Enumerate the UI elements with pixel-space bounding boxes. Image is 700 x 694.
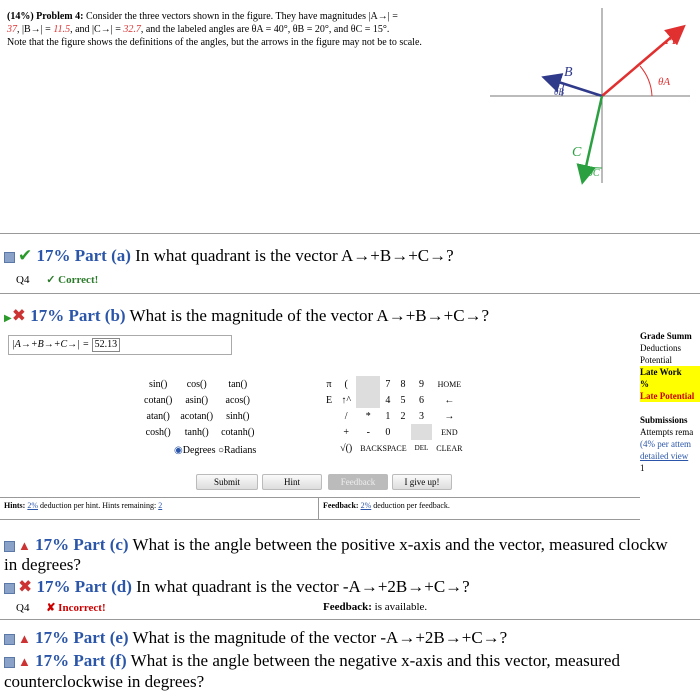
part-d-feedback-label: Feedback:: [323, 601, 372, 613]
problem-text-3: Note that the figure shows the definitions of the angles, but the arrows in the figure may not be to scale.: [7, 37, 422, 48]
part-f-toggle-icon[interactable]: [4, 657, 15, 668]
key-blank-3: [322, 408, 336, 424]
key-5[interactable]: 5: [400, 394, 406, 406]
cross-icon: ✖: [18, 577, 33, 596]
label-theta-b: θB: [554, 87, 564, 97]
key-acos[interactable]: acos(): [225, 394, 250, 406]
cross-icon: ✖: [11, 306, 26, 325]
key-8[interactable]: 8: [400, 378, 406, 390]
part-f-question-2: counterclockwise in degrees?: [4, 672, 205, 691]
part-a-prev-answer: Q4: [16, 274, 30, 286]
play-icon: ▶: [4, 313, 12, 324]
part-c-question: What is the angle between the positive x-axis and the vector, measured clockw: [132, 535, 668, 554]
angle-mode: [174, 445, 256, 456]
key-2[interactable]: 2: [400, 410, 406, 422]
key-asin[interactable]: asin(): [185, 394, 209, 406]
key-home[interactable]: HOME: [437, 379, 462, 389]
key-blank-1: [356, 376, 380, 392]
part-e-toggle-icon[interactable]: [4, 634, 15, 645]
hints-pct: 2%: [27, 501, 39, 510]
grade-summary: [640, 330, 700, 474]
part-d-status: ✘ Incorrect!: [46, 602, 106, 614]
late-pct: %: [640, 379, 649, 389]
key-cos[interactable]: cos(): [186, 378, 207, 390]
part-d-label: Part (d): [74, 577, 132, 596]
part-a-pct: 17%: [36, 246, 71, 265]
hints-info: [4, 501, 162, 510]
warning-icon: ▲: [18, 654, 31, 669]
feedback-info: [323, 501, 450, 510]
part-c-label: Part (c): [73, 535, 129, 554]
feedback-label: Feedback:: [323, 501, 359, 510]
part-f-question: What is the angle between the negative x-axis and this vector, measured: [130, 651, 620, 670]
key-9[interactable]: 9: [418, 378, 424, 390]
key-del[interactable]: DEL: [414, 444, 429, 452]
label-c: C: [572, 145, 582, 160]
text-2d: , and |C→| =: [70, 24, 124, 35]
key-sin[interactable]: sin(): [148, 378, 168, 390]
radians-label: Radians: [224, 445, 257, 456]
problem-statement: [7, 10, 452, 49]
key-tan[interactable]: tan(): [228, 378, 248, 390]
feedback-text: deduction per feedback.: [373, 501, 450, 510]
warning-icon: ▲: [18, 538, 31, 553]
part-a-answer: [16, 273, 98, 286]
part-d-pct: 17%: [36, 577, 71, 596]
key-4[interactable]: 4: [385, 394, 391, 406]
problem-header: (14%) Problem 4:: [7, 11, 84, 22]
part-b-label: Part (b): [68, 306, 126, 325]
answer-input-label: |A→+B→+C→| =: [12, 339, 90, 350]
potential: Potential: [640, 355, 672, 365]
part-d-header[interactable]: [4, 577, 470, 597]
part-a-header[interactable]: [4, 246, 454, 266]
hint-button[interactable]: Hint: [262, 474, 322, 490]
detailed-view-link[interactable]: detailed view: [640, 451, 689, 461]
text-2f: , and the labeled angles are θA = 40°, θB = 20°, and θC = 15°.: [140, 24, 390, 35]
label-a: A: [666, 31, 676, 48]
key-blank-7: [322, 440, 336, 456]
part-d-feedback: [323, 601, 427, 613]
key-0[interactable]: 0: [385, 426, 391, 438]
key-end[interactable]: END: [441, 427, 458, 437]
key-power[interactable]: ↑^: [341, 394, 352, 406]
part-a-status: ✓ Correct!: [46, 274, 99, 286]
key-cotan[interactable]: cotan(): [144, 394, 173, 406]
late-work-box: [640, 366, 700, 402]
part-e-header[interactable]: [4, 628, 507, 648]
part-f-pct: 17%: [35, 651, 70, 670]
key-sqrt[interactable]: √(): [340, 442, 353, 454]
late-potential: Late Potential: [640, 391, 695, 401]
label-b: B: [564, 65, 573, 80]
hints-remaining: 2: [158, 501, 163, 510]
magnitude-a: 37: [7, 24, 17, 35]
key-6[interactable]: 6: [418, 394, 424, 406]
key-cosh[interactable]: cosh(): [145, 426, 171, 438]
key-blank-4: [322, 424, 336, 440]
hints-label: Hints:: [4, 501, 26, 510]
function-keypad: [140, 376, 258, 440]
answer-input[interactable]: 52.13: [92, 338, 121, 352]
part-e-pct: 17%: [35, 628, 70, 647]
degrees-label: Degrees: [182, 445, 216, 456]
magnitude-b: 11.5: [53, 24, 71, 35]
key-7[interactable]: 7: [385, 378, 391, 390]
part-b-header[interactable]: [4, 306, 489, 326]
key-divide[interactable]: /: [344, 410, 348, 422]
submit-button[interactable]: Submit: [196, 474, 258, 490]
part-a-label: Part (a): [74, 246, 131, 265]
key-left[interactable]: ←: [444, 394, 455, 406]
part-d-feedback-text: is available.: [374, 601, 428, 613]
deductions: Deductions: [640, 343, 681, 353]
feedback-pct: 2%: [360, 501, 372, 510]
key-atan[interactable]: atan(): [146, 410, 170, 422]
submission-count: 1: [640, 463, 645, 473]
label-theta-c: θC: [588, 168, 600, 179]
vector-figure: [480, 8, 700, 190]
warning-icon: ▲: [18, 631, 31, 646]
hints-text: deduction per hint. Hints remaining:: [40, 501, 157, 510]
text-2b: , |B→| =: [17, 24, 54, 35]
part-f-header[interactable]: [4, 651, 620, 671]
answer-input-box: [8, 335, 232, 355]
key-paren[interactable]: (: [344, 378, 348, 390]
part-b-question: What is the magnitude of the vector A→+B→+C→?: [129, 306, 490, 325]
key-blank-6: [411, 424, 433, 440]
per-attempt: (4% per attem: [640, 439, 691, 449]
submissions: Submissions: [640, 415, 688, 425]
part-e-label: Part (e): [73, 628, 129, 647]
part-d-answer: [16, 601, 106, 614]
key-pi[interactable]: π: [326, 378, 332, 390]
part-c-header[interactable]: [4, 535, 668, 555]
part-a-question: In what quadrant is the vector A→+B→+C→?: [135, 246, 454, 265]
part-d-prev-answer: Q4: [16, 602, 30, 614]
part-d-question: In what quadrant is the vector -A→+2B→+C→?: [136, 577, 470, 596]
attempts: Attempts rema: [640, 427, 694, 437]
label-theta-a: θA: [658, 76, 671, 88]
problem-text-1: Consider the three vectors shown in the figure. They have magnitudes |A→| =: [85, 11, 398, 22]
magnitude-c: 32.7: [123, 24, 141, 35]
number-keypad: [322, 376, 467, 456]
part-c-question-2: in degrees?: [4, 555, 81, 574]
key-right[interactable]: →: [444, 410, 455, 422]
key-e[interactable]: E: [326, 394, 333, 406]
key-multiply[interactable]: *: [365, 410, 371, 422]
part-a-toggle-icon[interactable]: [4, 252, 15, 263]
radians-radio[interactable]: ○: [218, 445, 225, 456]
give-up-button[interactable]: I give up!: [392, 474, 452, 490]
grade-summary-title: Grade Summ: [640, 331, 692, 341]
part-e-question: What is the magnitude of the vector -A→+2B→+C→?: [132, 628, 508, 647]
key-1[interactable]: 1: [385, 410, 391, 422]
key-blank-2: [356, 392, 380, 408]
check-icon: ✔: [18, 246, 33, 265]
key-sinh[interactable]: sinh(): [226, 410, 250, 422]
late-work: Late Work: [640, 367, 682, 377]
key-blank-5: [395, 424, 410, 440]
key-cotanh[interactable]: cotanh(): [221, 426, 255, 438]
part-c-toggle-icon[interactable]: [4, 541, 15, 552]
key-tanh[interactable]: tanh(): [184, 426, 209, 438]
key-acotan[interactable]: acotan(): [180, 410, 214, 422]
key-clear[interactable]: CLEAR: [436, 443, 463, 453]
degrees-radio[interactable]: ◉: [174, 445, 183, 456]
part-c-pct: 17%: [35, 535, 70, 554]
key-plus[interactable]: +: [343, 426, 349, 438]
feedback-button[interactable]: Feedback: [328, 474, 388, 490]
key-minus[interactable]: -: [366, 426, 370, 438]
part-f-label: Part (f): [73, 651, 127, 670]
key-3[interactable]: 3: [418, 410, 424, 422]
key-backspace[interactable]: BACKSPACE: [360, 443, 407, 453]
part-b-pct: 17%: [30, 306, 65, 325]
part-d-toggle-icon[interactable]: [4, 583, 15, 594]
